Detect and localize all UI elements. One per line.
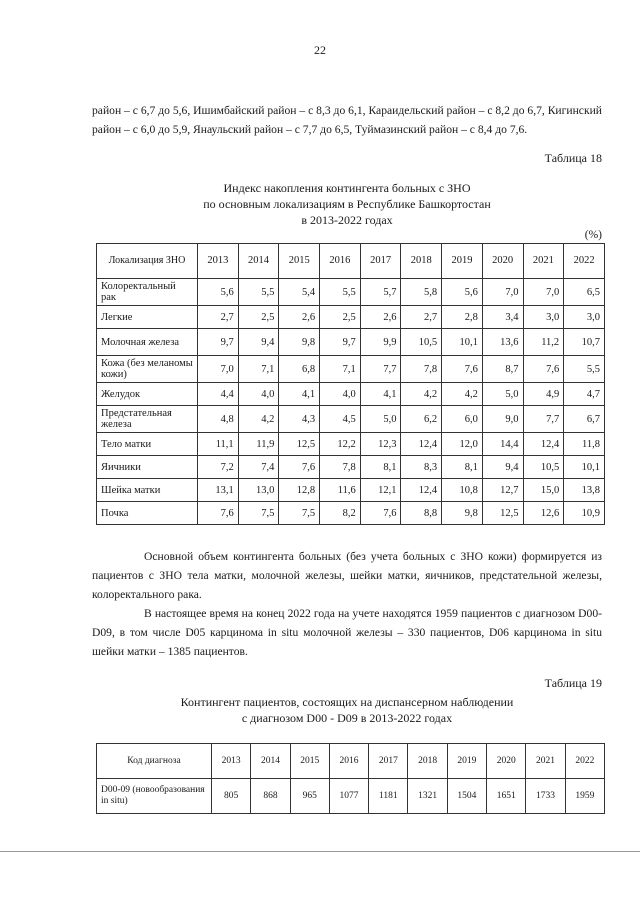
table18-cell: 10,8 (442, 479, 483, 502)
table19-cell: 1651 (487, 779, 526, 814)
table19-header-year: 2017 (369, 744, 408, 779)
intro-paragraph: район – с 6,7 до 5,6, Ишимбайский район – с 8,3 до 6,1, Караидельский район – с 8,2 до 6,7, Кигинский район – с 6,0 до 5,9, Янаульский район – с 7,7 до 6,5, Туймазинский район – с 8,4 до 7,6. (92, 104, 602, 136)
table18-header-year: 2015 (279, 244, 320, 279)
table18-cell: 12,4 (401, 479, 442, 502)
table19-cell: 868 (251, 779, 290, 814)
table18-header-year: 2020 (482, 244, 523, 279)
table18-cell: 13,6 (482, 329, 523, 356)
table18-cell: 12,4 (523, 433, 564, 456)
table18-cell: 4,3 (279, 406, 320, 433)
table18-cell: 9,8 (442, 502, 483, 525)
table18-cell: 7,1 (238, 356, 279, 383)
table18-cell: 10,9 (564, 502, 605, 525)
table18-row-label: Яичники (97, 456, 198, 479)
table18-cell: 7,0 (482, 279, 523, 306)
table18-cell: 9,0 (482, 406, 523, 433)
table18-cell: 11,9 (238, 433, 279, 456)
table18-header-year: 2022 (564, 244, 605, 279)
table19-row-label: D00-09 (новообразования in situ) (97, 779, 212, 814)
table19-cell: 1181 (369, 779, 408, 814)
table19-header-year: 2021 (526, 744, 565, 779)
table18-cell: 5,7 (360, 279, 401, 306)
table18-header-year: 2014 (238, 244, 279, 279)
table18-row-label: Шейка матки (97, 479, 198, 502)
table18-cell: 10,1 (564, 456, 605, 479)
page-number: 22 (314, 43, 326, 57)
table18-cell: 2,8 (442, 306, 483, 329)
table18-cell: 12,5 (279, 433, 320, 456)
table18-title-line: Индекс накопления контингента больных с ЗНО (223, 181, 471, 195)
table18-cell: 7,6 (442, 356, 483, 383)
table18-header-year: 2016 (320, 244, 361, 279)
table18-cell: 12,7 (482, 479, 523, 502)
table18-cell: 12,6 (523, 502, 564, 525)
table18-cell: 9,7 (198, 329, 239, 356)
table18-cell: 6,7 (564, 406, 605, 433)
table18-cell: 12,3 (360, 433, 401, 456)
table18-cell: 7,6 (360, 502, 401, 525)
table18-header-year: 2018 (401, 244, 442, 279)
table18-cell: 5,6 (442, 279, 483, 306)
table18-cell: 2,6 (360, 306, 401, 329)
table18-cell: 4,1 (360, 383, 401, 406)
table18-cell: 4,2 (238, 406, 279, 433)
table18-cell: 10,5 (401, 329, 442, 356)
table18-cell: 4,0 (238, 383, 279, 406)
table18-cell: 4,2 (442, 383, 483, 406)
paragraph-contingent: Основной объем контингента больных (без учета больных с ЗНО кожи) формируется из пациентов с ЗНО тела матки, молочной железы, шейки матки, яичников, предстательной железы, колоректального рака. (92, 550, 602, 601)
table18-cell: 5,5 (320, 279, 361, 306)
table18-cell: 3,0 (523, 306, 564, 329)
table18 (96, 243, 605, 525)
table18-row-label: Молочная железа (97, 329, 198, 356)
table18-row-label: Кожа (без меланомы кожи) (97, 356, 198, 383)
table18-row (97, 329, 605, 356)
table18-row (97, 406, 605, 433)
table18-cell: 5,8 (401, 279, 442, 306)
table18-cell: 9,4 (482, 456, 523, 479)
table18-cell: 5,4 (279, 279, 320, 306)
table18-cell: 8,7 (482, 356, 523, 383)
table18-row-label: Предстательная железа (97, 406, 198, 433)
table18-cell: 12,0 (442, 433, 483, 456)
table18-cell: 5,0 (482, 383, 523, 406)
table18-cell: 7,7 (360, 356, 401, 383)
table18-cell: 2,5 (238, 306, 279, 329)
table18-row-label: Тело матки (97, 433, 198, 456)
table18-row (97, 433, 605, 456)
table18-cell: 14,4 (482, 433, 523, 456)
table18-cell: 13,1 (198, 479, 239, 502)
table19-header-year: 2020 (487, 744, 526, 779)
table18-cell: 6,5 (564, 279, 605, 306)
table18-row-label: Почка (97, 502, 198, 525)
table18-cell: 5,5 (564, 356, 605, 383)
table18-cell: 7,5 (238, 502, 279, 525)
table19-cell: 1959 (565, 779, 604, 814)
table18-cell: 4,7 (564, 383, 605, 406)
table18-cell: 7,5 (279, 502, 320, 525)
table18-cell: 5,6 (198, 279, 239, 306)
table19-title-line: с диагнозом D00 - D09 в 2013-2022 годах (241, 711, 453, 725)
table18-cell: 2,6 (279, 306, 320, 329)
table18-cell: 9,9 (360, 329, 401, 356)
table18-cell: 11,8 (564, 433, 605, 456)
table18-cell: 9,4 (238, 329, 279, 356)
table19-header-year: 2016 (329, 744, 368, 779)
table18-row-label: Легкие (97, 306, 198, 329)
table18-cell: 6,0 (442, 406, 483, 433)
table18-title-line: в 2013-2022 годах (301, 213, 393, 227)
table18-cell: 7,8 (320, 456, 361, 479)
table18-cell: 7,0 (523, 279, 564, 306)
table18-row (97, 502, 605, 525)
table18-header-year: 2017 (360, 244, 401, 279)
table19-title-line: Контингент пациентов, состоящих на диспансерном наблюдении (180, 695, 514, 709)
table18-cell: 7,6 (279, 456, 320, 479)
table18-cell: 4,4 (198, 383, 239, 406)
table18-cell: 13,8 (564, 479, 605, 502)
table18-cell: 8,2 (320, 502, 361, 525)
table18-cell: 2,5 (320, 306, 361, 329)
table18-cell: 4,2 (401, 383, 442, 406)
table18-header-year: 2019 (442, 244, 483, 279)
table18-cell: 8,3 (401, 456, 442, 479)
table18-title (92, 180, 602, 228)
table18-cell: 8,1 (360, 456, 401, 479)
table18-cell: 6,2 (401, 406, 442, 433)
paragraph-in-situ: В настоящее время на конец 2022 года на учете находятся 1959 пациентов с диагнозом D00-D09, в том числе D05 карцинома in situ молочной железы – 330 пациентов, D06 карцинома in situ шейки матки – 1385 пациентов. (92, 607, 602, 658)
table18-cell: 11,2 (523, 329, 564, 356)
table19-caption: Таблица 19 (544, 676, 602, 690)
table18-unit: (%) (584, 229, 602, 241)
table18-header-year: 2013 (198, 244, 239, 279)
table18-cell: 7,4 (238, 456, 279, 479)
table19-header-year: 2013 (212, 744, 251, 779)
table19-cell: 1504 (447, 779, 486, 814)
table18-cell: 7,6 (198, 502, 239, 525)
table18-title-line: по основным локализациям в Республике Башкортостан (203, 197, 491, 211)
table18-header-year: 2021 (523, 244, 564, 279)
table19-cell: 805 (212, 779, 251, 814)
table18-cell: 12,2 (320, 433, 361, 456)
table19-header-year: 2019 (447, 744, 486, 779)
table18-cell: 12,8 (279, 479, 320, 502)
table19-header-year: 2018 (408, 744, 447, 779)
table18-cell: 4,9 (523, 383, 564, 406)
table18-cell: 7,8 (401, 356, 442, 383)
table18-caption: Таблица 18 (544, 151, 602, 165)
table18-cell: 6,8 (279, 356, 320, 383)
table18-cell: 4,0 (320, 383, 361, 406)
table18-cell: 7,0 (198, 356, 239, 383)
table18-row-label: Желудок (97, 383, 198, 406)
table18-cell: 12,5 (482, 502, 523, 525)
table18-row (97, 356, 605, 383)
table18-row-label: Колоректальный рак (97, 279, 198, 306)
table18-cell: 3,0 (564, 306, 605, 329)
table18-row (97, 383, 605, 406)
table18-cell: 4,1 (279, 383, 320, 406)
table18-header-localization: Локализация ЗНО (97, 244, 198, 279)
table18-cell: 10,1 (442, 329, 483, 356)
table18-cell: 5,0 (360, 406, 401, 433)
table18-cell: 9,8 (279, 329, 320, 356)
table19 (96, 743, 605, 814)
table18-cell: 8,1 (442, 456, 483, 479)
table19-header-row (97, 744, 605, 779)
table18-cell: 12,1 (360, 479, 401, 502)
table19-cell: 1733 (526, 779, 565, 814)
table19-header-year: 2022 (565, 744, 604, 779)
table18-cell: 4,5 (320, 406, 361, 433)
table18-cell: 10,5 (523, 456, 564, 479)
table19-header-year: 2014 (251, 744, 290, 779)
table18-cell: 4,8 (198, 406, 239, 433)
table18-cell: 15,0 (523, 479, 564, 502)
table19-cell: 1077 (329, 779, 368, 814)
table19-cell: 1321 (408, 779, 447, 814)
table18-cell: 10,7 (564, 329, 605, 356)
table18-cell: 7,1 (320, 356, 361, 383)
table18-cell: 3,4 (482, 306, 523, 329)
table18-cell: 12,4 (401, 433, 442, 456)
table18-row (97, 456, 605, 479)
footer-divider (0, 851, 640, 852)
table18-cell: 7,2 (198, 456, 239, 479)
table18-cell: 9,7 (320, 329, 361, 356)
table18-cell: 11,6 (320, 479, 361, 502)
table18-cell: 2,7 (401, 306, 442, 329)
table19-row (97, 779, 605, 814)
table18-cell: 7,6 (523, 356, 564, 383)
table18-row (97, 306, 605, 329)
table19-header-year: 2015 (290, 744, 329, 779)
table18-cell: 8,8 (401, 502, 442, 525)
table18-cell: 5,5 (238, 279, 279, 306)
table18-cell: 11,1 (198, 433, 239, 456)
table18-cell: 13,0 (238, 479, 279, 502)
table18-row (97, 479, 605, 502)
table18-cell: 2,7 (198, 306, 239, 329)
table18-cell: 7,7 (523, 406, 564, 433)
table18-row (97, 279, 605, 306)
table18-header-row (97, 244, 605, 279)
table19-cell: 965 (290, 779, 329, 814)
table19-header-code: Код диагноза (97, 744, 212, 779)
table19-title (92, 694, 602, 726)
